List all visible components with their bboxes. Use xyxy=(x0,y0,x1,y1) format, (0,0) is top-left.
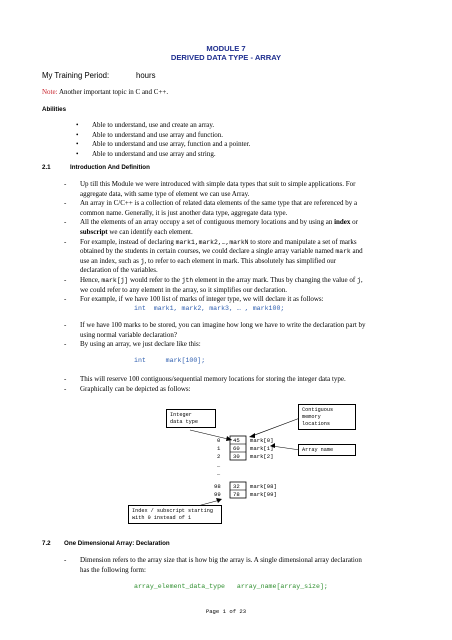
code-text: mark[100]; xyxy=(165,357,206,364)
inline-code: mark xyxy=(335,248,351,256)
inline-code: j xyxy=(356,276,361,284)
text-span: , xyxy=(360,275,363,284)
bullet-icon: • xyxy=(76,140,79,149)
text-line: we could refer to any element in the array, so it simplifies our declaration. xyxy=(80,285,287,294)
dash-icon: - xyxy=(64,375,67,383)
text-line: This will reserve 100 contiguous/sequential memory locations for storing the integer data type. xyxy=(80,375,346,383)
training-period-value: hours xyxy=(136,71,156,80)
index-subscript-box xyxy=(128,505,222,524)
inline-code: jth xyxy=(181,276,194,284)
index-term: index xyxy=(334,218,351,227)
bullet-icon: • xyxy=(76,130,79,139)
element-name: mark[1] xyxy=(250,445,274,452)
text-line: Dimension refers to the array size that is how big the array is. A single dimensional array declaration xyxy=(80,556,362,564)
box-line: locations xyxy=(302,421,331,427)
inline-code: mark[j] xyxy=(101,276,129,284)
element-name: mark[0] xyxy=(250,437,274,444)
abilities-heading: Abilities xyxy=(42,106,67,113)
inline-code: j xyxy=(140,257,145,265)
text-line: For example, if we have 100 list of marks of integer type, we will declare it as follows: xyxy=(80,295,324,304)
text-line: Up till this Module we were introduced with simple data types that suit to simple applications. For xyxy=(80,180,356,188)
text-span: use an index, such as xyxy=(80,256,141,265)
subscript-term: subscript xyxy=(80,227,108,236)
text-line: By using an array, we just declare like this: xyxy=(80,340,201,349)
text-line: using normal variable declaration? xyxy=(80,330,177,339)
index-label: 99 xyxy=(214,491,221,498)
text-span: For example, instead of declaring xyxy=(80,237,176,246)
bullet-icon: • xyxy=(76,149,79,158)
dash-icon: - xyxy=(64,321,67,329)
cell-value: 45 xyxy=(233,437,240,444)
module-subtitle: DERIVED DATA TYPE - ARRAY xyxy=(170,53,282,62)
list-item xyxy=(64,556,414,575)
text-line: declaration of the variables. xyxy=(80,266,158,275)
page-number: Page 1 of 23 xyxy=(205,608,247,615)
ability-text: Able to understand and use array, function and a pointer. xyxy=(92,140,251,149)
bullet-icon: • xyxy=(76,121,79,129)
arrow-head-icon xyxy=(216,498,222,503)
inline-code: mark1,mark2,…,markN xyxy=(175,238,249,246)
dash-icon: - xyxy=(64,199,67,208)
arrow-head-icon xyxy=(226,436,232,441)
ability-text: Able to understand, use and create an array. xyxy=(92,121,215,129)
contiguous-memory-box xyxy=(298,404,356,430)
cell-value: 78 xyxy=(233,491,240,498)
text-span: or xyxy=(350,218,359,227)
index-label: … xyxy=(217,470,221,477)
cell-value: 30 xyxy=(233,453,240,460)
declaration-syntax-code: array_element_data_type array_name[array_size]; xyxy=(134,583,328,590)
dash-icon: - xyxy=(64,556,67,564)
box-line: data type xyxy=(170,419,199,425)
text-span: we can identify each element. xyxy=(107,227,193,236)
element-name: mark[99] xyxy=(250,491,277,498)
text-line: If we have 100 marks to be stored, you can imagine how long we have to write the declaration part by xyxy=(80,321,366,329)
dash-icon: - xyxy=(64,384,67,393)
ability-text: Able to understand and use array and string. xyxy=(92,149,216,158)
text-span: element in the array mark. Thus by changing the value of xyxy=(193,275,357,284)
note-label: Note: xyxy=(42,88,58,96)
code-text: mark1, mark2, mark3, … , mark100; xyxy=(153,305,285,312)
box-line: Contiguous xyxy=(302,407,334,413)
section-title-7-2: One Dimensional Array: Declaration xyxy=(64,540,170,547)
text-line: An array in C/C++ is a collection of related data elements of the same type that are referenced by a xyxy=(80,199,358,208)
contiguous-arrow-line xyxy=(252,418,300,436)
box-line: with 0 instead of 1 xyxy=(132,515,192,521)
dash-icon: - xyxy=(64,275,67,284)
module-title: MODULE 7 xyxy=(206,44,246,53)
integer-data-type-box xyxy=(166,409,216,428)
index-label: … xyxy=(217,462,221,469)
cell-value: 60 xyxy=(233,445,240,452)
dash-icon: - xyxy=(64,295,67,304)
section-number-2-1: 2.1 xyxy=(42,164,51,171)
text-span: All the elements of an array occupy a set of contiguous memory locations and by using an xyxy=(80,218,335,227)
text-span: , to refer to each element in mark. This absolutely has simplified our xyxy=(144,256,337,265)
text-span: to store and manipulate a set of marks xyxy=(248,237,357,246)
array-name-arrow-line xyxy=(272,446,300,450)
dash-icon: - xyxy=(64,180,67,188)
index-label: 98 xyxy=(214,483,221,490)
code-keyword: int xyxy=(134,305,146,312)
element-name: mark[98] xyxy=(250,483,277,490)
note-text: Another important topic in C and C++. xyxy=(58,88,169,96)
box-line: Index / subscript starting xyxy=(132,508,213,514)
declaration-list xyxy=(64,556,414,575)
code-keyword: int xyxy=(134,357,146,364)
text-span: and xyxy=(350,247,363,256)
box-line: Array name xyxy=(302,447,334,453)
array-name-box xyxy=(298,444,356,456)
index-label: 2 xyxy=(217,453,221,460)
box-line: memory xyxy=(302,414,321,420)
text-line: common name. Generally, it is just another data type, aggregate data type. xyxy=(80,208,288,217)
section-number-7-2: 7.2 xyxy=(42,540,51,547)
text-span: obtained by the students in certain courses, we could declare a single array variable named xyxy=(80,247,336,256)
index-label: 0 xyxy=(217,437,221,444)
index-label: 1 xyxy=(217,445,221,452)
cell-value: 32 xyxy=(233,483,240,490)
dash-icon: - xyxy=(64,340,67,349)
text-line: Graphically can be depicted as follows: xyxy=(80,384,191,393)
text-span: Hence, xyxy=(80,275,102,284)
text-line: aggregate data, with same type of element we can use Array. xyxy=(80,189,250,198)
training-period-label: My Training Period: xyxy=(42,71,110,80)
dash-icon: - xyxy=(64,237,67,246)
box-line: Integer xyxy=(170,412,192,418)
ability-text: Able to understand and use array and function. xyxy=(92,130,224,139)
section-title-2-1: Introduction And Definition xyxy=(70,164,150,171)
element-name: mark[2] xyxy=(250,453,274,460)
integer-arrow-line xyxy=(190,430,232,440)
dash-icon: - xyxy=(64,218,67,227)
text-line: has the following form: xyxy=(80,565,146,574)
text-span: would refer to the xyxy=(128,275,182,284)
